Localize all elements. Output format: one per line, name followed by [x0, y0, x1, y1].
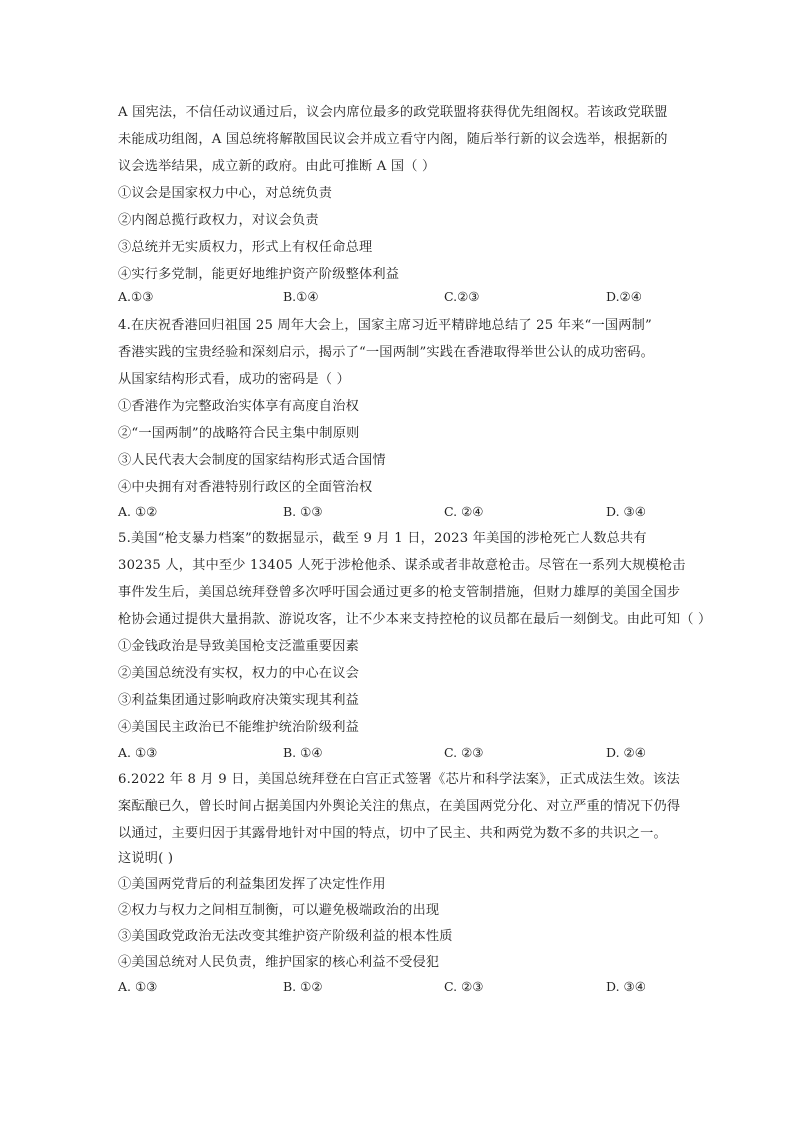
q3-stem-line-3: 议会选举结果，成立新的政府。由此可推断 A 国（ ） — [118, 159, 436, 174]
q3-option-c[interactable]: C.②③ — [444, 289, 480, 304]
q3-item-4: ④实行多党制，能更好地维护资产阶级整体利益 — [118, 267, 400, 282]
q6-stem-line-3: 以通过，主要归因于其露骨地针对中国的特点，切中了民主、共和两党为数不多的共识之一。 — [118, 826, 667, 841]
q3-item-1: ①议会是国家权力中心，对总统负责 — [118, 186, 333, 201]
q6-item-2: ②权力与权力之间相互制衡，可以避免极端政治的出现 — [118, 903, 440, 918]
q4-item-4: ④中央拥有对香港特别行政区的全面管治权 — [118, 480, 373, 495]
q6-options — [118, 979, 678, 997]
q5-option-c[interactable]: C. ②③ — [444, 745, 484, 760]
q6-stem-line-4: 这说明( ) — [118, 851, 174, 866]
q3-option-a[interactable]: A.①③ — [118, 289, 154, 304]
q6-item-4: ④美国总统对人民负责，维护国家的核心利益不受侵犯 — [118, 955, 440, 970]
q6-item-1: ①美国两党背后的利益集团发挥了决定性作用 — [118, 877, 386, 892]
q4-stem-line-3: 从国家结构形式看，成功的密码是（ ） — [118, 372, 350, 387]
q6-option-d[interactable]: D. ③④ — [606, 979, 646, 994]
q4-stem-line-1: 4.在庆祝香港回归祖国 25 周年大会上，国家主席习近平精辟地总结了 25 年来“一国两制” — [118, 318, 652, 333]
q5-option-b[interactable]: B. ①④ — [283, 745, 323, 760]
q5-option-d[interactable]: D. ②④ — [606, 745, 646, 760]
q3-option-b[interactable]: B.①④ — [283, 289, 319, 304]
q3-item-3: ③总统并无实质权力，形式上有权任命总理 — [118, 240, 373, 255]
q3-stem-line-1: A 国宪法，不信任动议通过后，议会内席位最多的政党联盟将获得优先组阁权。若该政党联盟 — [118, 105, 668, 120]
q6-stem-line-1: 6.2022 年 8 月 9 日，美国总统拜登在白宫正式签署《芯片和科学法案》，正式成法生效。该法 — [118, 772, 680, 787]
q4-item-2: ②“一国两制”的战略符合民主集中制原则 — [118, 426, 360, 441]
q5-stem-line-4: 枪协会通过提供大量捐款、游说攻客，让不少本来支持控枪的议员都在最后一刻倒戈。由此可知（ ） — [118, 612, 712, 627]
q6-option-c[interactable]: C. ②③ — [444, 979, 484, 994]
q6-stem-line-2: 案酝酿已久，曾长时间占据美国内外舆论关注的焦点，在美国两党分化、对立严重的情况下仍得 — [118, 799, 681, 814]
q4-item-1: ①香港作为完整政治实体享有高度自治权 — [118, 399, 359, 414]
q3-option-d[interactable]: D.②④ — [606, 289, 642, 304]
q6-option-b[interactable]: B. ①② — [283, 979, 323, 994]
q4-options — [118, 504, 678, 522]
q5-item-3: ③利益集团通过影响政府决策实现其利益 — [118, 693, 359, 708]
q6-item-3: ③美国政党政治无法改变其维护资产阶级利益的根本性质 — [118, 929, 453, 944]
q5-item-1: ①金钱政治是导致美国枪支泛滥重要因素 — [118, 639, 359, 654]
q4-option-c[interactable]: C. ②④ — [444, 504, 484, 519]
q4-option-b[interactable]: B. ①③ — [283, 504, 323, 519]
q6-option-a[interactable]: A. ①③ — [118, 979, 158, 994]
q4-item-3: ③人民代表大会制度的国家结构形式适合国情 — [118, 453, 386, 468]
q5-option-a[interactable]: A. ①③ — [118, 745, 158, 760]
q5-options — [118, 745, 678, 763]
q3-stem-line-2: 未能成功组阁，A 国总统将解散国民议会并成立看守内阁，随后举行新的议会选举，根据新的 — [118, 132, 668, 147]
q5-stem-line-1: 5.美国“枪支暴力档案”的数据显示，截至 9 月 1 日，2023 年美国的涉枪死亡人数总共有 — [118, 531, 647, 546]
q5-stem-line-3: 事件发生后，美国总统拜登曾多次呼吁国会通过更多的枪支管制措施，但财力雄厚的美国全国步 — [118, 585, 681, 600]
q5-stem-line-2: 30235 人，其中至少 13405 人死于涉枪他杀、谋杀或者非故意枪击。尽管在一系列大规模枪击 — [118, 558, 686, 573]
q5-item-4: ④美国民主政治已不能维护统治阶级利益 — [118, 720, 359, 735]
q3-options — [118, 289, 678, 307]
q4-option-a[interactable]: A. ①② — [118, 504, 158, 519]
q5-item-2: ②美国总统没有实权，权力的中心在议会 — [118, 666, 359, 681]
q4-option-d[interactable]: D. ③④ — [606, 504, 646, 519]
q3-item-2: ②内阁总揽行政权力，对议会负责 — [118, 213, 319, 228]
q4-stem-line-2: 香港实践的宝贵经验和深刻启示，揭示了“一国两制”实践在香港取得举世公认的成功密码。 — [118, 345, 654, 360]
